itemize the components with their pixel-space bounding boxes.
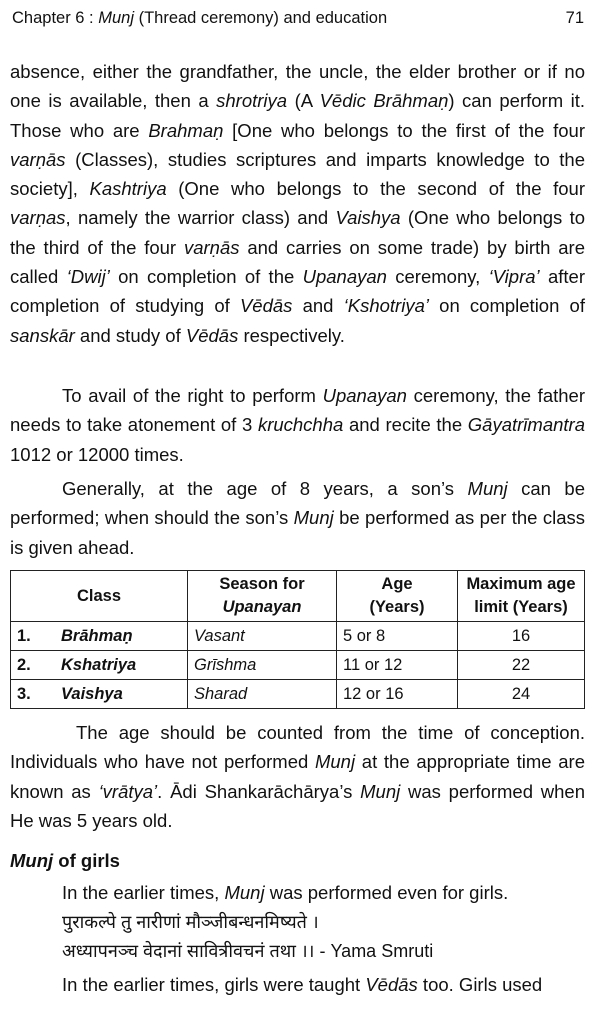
row-max-age: 24 [458, 680, 585, 709]
paragraph-6: In the earlier times, girls were taught Vēdās too. Girls used [62, 974, 543, 995]
row-number: 2. [11, 651, 52, 680]
paragraph-4: The age should be counted from the time of conception. Individuals who have not performed Munj at the appropriate time are known as ‘vrātya’. Ādi Shankarāchārya’s Munj was performed when He was 5 years old. [10, 722, 585, 831]
header-season: Season for Upanayan [188, 571, 337, 622]
table-header-row [11, 571, 585, 622]
row-age: 5 or 8 [337, 622, 458, 651]
row-number: 1. [11, 622, 52, 651]
sanskrit-verse-line-1: पुराकल्पे तु नारीणां मौञ्जीबन्धनमिष्यते । [62, 912, 319, 932]
row-class: Vaishya [51, 680, 188, 709]
table-row [11, 622, 585, 651]
page-header [12, 6, 584, 30]
header-max-age: Maximum age limit (Years) [458, 571, 585, 622]
header-age: Age (Years) [337, 571, 458, 622]
row-max-age: 22 [458, 651, 585, 680]
verse-source: - Yama Smruti [314, 941, 434, 961]
sanskrit-verse-line-2: अध्यापनञ्च वेदानां सावित्रीवचनं तथा ।। - Yama Smruti [62, 941, 434, 961]
row-max-age: 16 [458, 622, 585, 651]
chapter-title: Chapter 6 : Munj (Thread ceremony) and education [12, 9, 388, 27]
row-age: 12 or 16 [337, 680, 458, 709]
row-number: 3. [11, 680, 52, 709]
munj-age-table [10, 570, 585, 709]
row-age: 11 or 12 [337, 651, 458, 680]
header-class: Class [11, 571, 188, 622]
paragraph-5: In the earlier times, Munj was performed even for girls. [62, 882, 509, 903]
row-season: Grīshma [188, 651, 337, 680]
row-season: Sharad [188, 680, 337, 709]
page-number: 71 [565, 9, 584, 27]
paragraph-1: absence, either the grandfather, the uncle, the elder brother or if no one is available, then a shrotriya (A Vēdic Brāhmaṇ) can perform it. Those who are Brahmaṇ [One who belongs to the first of the four varṇās (Classes), studies scriptures and imparts knowledge to the society], Kashtriya (One who belongs to the second of the four varṇas, namely the warrior class) and Vaishya (One who belongs to the third of the four varṇās and carries on some trade) by birth are called ‘Dwij’ on completion of the Upanayan ceremony, ‘Vipra’ after completion of studying of Vēdās and ‘Kshotriya’ on completion of sanskār and study of Vēdās respectively. [10, 61, 586, 346]
row-class: Brāhmaṇ [51, 622, 188, 651]
row-season: Vasant [188, 622, 337, 651]
row-class: Kshatriya [51, 651, 188, 680]
table-row [11, 651, 585, 680]
section-heading: Munj of girls [10, 850, 120, 871]
paragraph-2: To avail of the right to perform Upanayan ceremony, the father needs to take atonement of 3 kruchchha and recite the Gāyatrīmantra 1012 or 12000 times. [10, 385, 585, 465]
paragraph-3: Generally, at the age of 8 years, a son’s Munj can be performed; when should the son’s Munj be performed as per the class is given ahead. [10, 478, 586, 558]
table-row [11, 680, 585, 709]
